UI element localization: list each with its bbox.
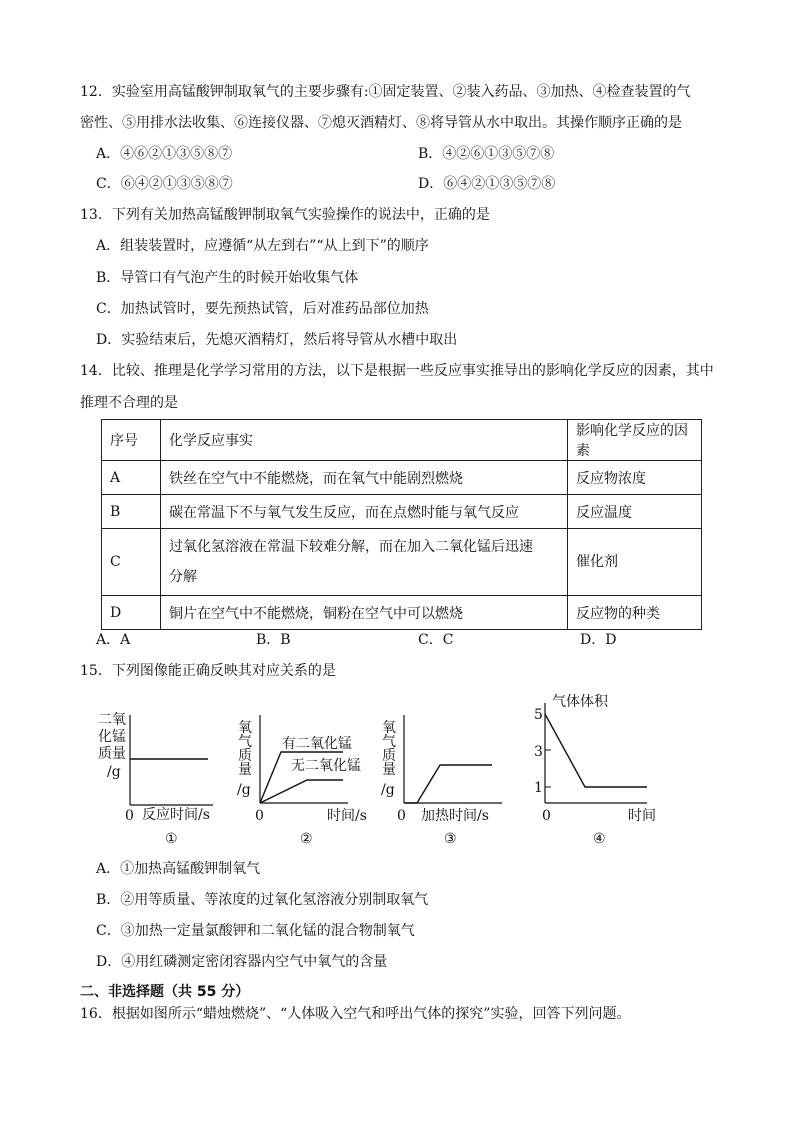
graph2-label-without: 无二氧化锰 [291,758,361,774]
q15-option-a[interactable]: A．①加热高锰酸钾制氧气 [96,861,261,877]
q14-option-a[interactable]: A．A [96,632,131,648]
graph1-number: ① [165,831,178,847]
graph1-ylabel-2: 化锰 [98,729,126,745]
row-factor: 反应物浓度 [568,461,702,495]
header-factor: 影响化学反应的因素 [568,420,702,461]
row-id: C [102,529,161,596]
graph1-ylabel-3: 质量 [98,746,126,762]
graph3-ylabel-1: 氧 [382,720,396,736]
graph-3 [377,690,527,847]
graph3-curve [404,765,492,803]
row-factor: 催化剂 [568,529,702,596]
header-number: 序号 [102,420,161,461]
graph-2 [233,690,373,847]
graph4-tick-3: 3 [534,744,543,760]
q12-option-a[interactable]: A．④⑥②①③⑤⑧⑦ [96,146,233,162]
graph2-ylabel-4: 量 [238,762,252,778]
graph4-curve [545,714,647,787]
graph2-ylabel-5: /g [237,782,251,798]
graph4-tick-5: 5 [534,707,543,723]
graph3-origin: 0 [397,808,406,824]
graph2-ylabel-1: 氧 [238,720,252,736]
q13-option-c[interactable]: C．加热试管时，要先预热试管，后对准药品部位加热 [96,301,429,317]
section-heading: 二、非选择题（共 55 分） [80,984,250,1000]
reaction-facts-table [101,419,702,630]
graph-1 [95,690,235,847]
graph1-origin: 0 [125,808,134,824]
graph4-ylabel: 气体体积 [552,694,608,710]
table-row [102,596,702,630]
q14-stem-line1: 14．比较、推理是化学学习常用的方法，以下是根据一些反应事实推导出的影响化学反应的因素，其中 [80,363,714,379]
graph3-ylabel-4: 量 [382,762,396,778]
q12-stem-line1: 12．实验室用高锰酸钾制取氧气的主要步骤有:①固定装置、②装入药品、③加热、④检查装置的气 [80,84,691,100]
graph2-label-with: 有二氧化锰 [282,736,352,752]
graph4-number: ④ [593,831,606,847]
row-fact [161,529,568,596]
q13-stem: 13．下列有关加热高锰酸钾制取氧气实验操作的说法中，正确的是 [80,207,490,223]
graph3-ylabel-5: /g [381,782,395,798]
q14-option-c[interactable]: C．C [418,632,454,648]
graph2-xlabel: 时间/s [327,808,367,824]
graph3-xlabel: 加热时间/s [421,808,489,824]
q12-option-d[interactable]: D．⑥④②①③⑤⑦⑧ [418,176,556,192]
q12-option-c[interactable]: C．⑥④②①③⑤⑧⑦ [96,176,233,192]
graph2-curve-without-catalyst [260,780,343,803]
q14-option-d[interactable]: D．D [580,632,617,648]
q15-option-c[interactable]: C．③加热一定量氯酸钾和二氧化锰的混合物制氧气 [96,923,415,939]
graph4-origin: 0 [542,808,551,824]
q13-option-b[interactable]: B．导管口有气泡产生的时候开始收集气体 [96,270,359,286]
row-fact-line2: 分解 [169,569,197,585]
row-factor: 反应温度 [568,495,702,529]
graph1-xlabel: 反应时间/s [142,807,210,823]
row-fact: 铁丝在空气中不能燃烧，而在氧气中能剧烈燃烧 [161,461,568,495]
q13-option-d[interactable]: D．实验结束后，先熄灭酒精灯，然后将导管从水槽中取出 [96,332,458,348]
graph1-ylabel-4: /g [107,764,121,780]
q15-stem: 15．下列图像能正确反映其对应关系的是 [80,663,336,679]
graph2-number: ② [300,831,313,847]
graph3-ylabel-2: 气 [382,734,396,750]
q15-option-b[interactable]: B．②用等质量、等浓度的过氧化氢溶液分别制取氧气 [96,892,429,908]
graph1-ylabel-1: 二氧 [98,712,126,728]
row-fact-line1: 过氧化氢溶液在常温下较难分解，而在加入二氧化锰后迅速 [169,539,533,555]
q16-stem: 16．根据如图所示“蜡烛燃烧”、“人体吸入空气和呼出气体的探究”实验，回答下列问题。 [80,1006,631,1022]
row-id: B [102,495,161,529]
graph2-origin: 0 [255,808,264,824]
graph4-xlabel: 时间 [628,808,656,824]
graph2-ylabel-2: 气 [238,734,252,750]
table-row [102,495,702,529]
q15-option-d[interactable]: D．④用红磷测定密闭容器内空气中氧气的含量 [96,954,388,970]
q14-stem-line2: 推理不合理的是 [80,395,178,411]
table-header-row [102,420,702,461]
row-fact: 铜片在空气中不能燃烧，铜粉在空气中可以燃烧 [161,596,568,630]
q12-stem-line2: 密性、⑤用排水法收集、⑥连接仪器、⑦熄灭酒精灯、⑧将导管从水中取出。其操作顺序正确的是 [80,115,682,131]
q14-option-b[interactable]: B．B [256,632,291,648]
table-row [102,461,702,495]
graph3-ylabel-3: 质 [382,748,396,764]
graph4-tick-1: 1 [534,780,543,796]
row-fact: 碳在常温下不与氧气发生反应，而在点燃时能与氧气反应 [161,495,568,529]
graph-4 [527,690,667,847]
q13-option-a[interactable]: A．组装装置时，应遵循“从左到右”“从上到下”的顺序 [96,238,429,254]
graph3-number: ③ [444,831,457,847]
q12-option-b[interactable]: B．④②⑥①③⑤⑦⑧ [418,146,555,162]
row-factor: 反应物的种类 [568,596,702,630]
table-row [102,529,702,596]
graph2-ylabel-3: 质 [238,748,252,764]
row-id: D [102,596,161,630]
header-fact: 化学反应事实 [161,420,568,461]
row-id: A [102,461,161,495]
